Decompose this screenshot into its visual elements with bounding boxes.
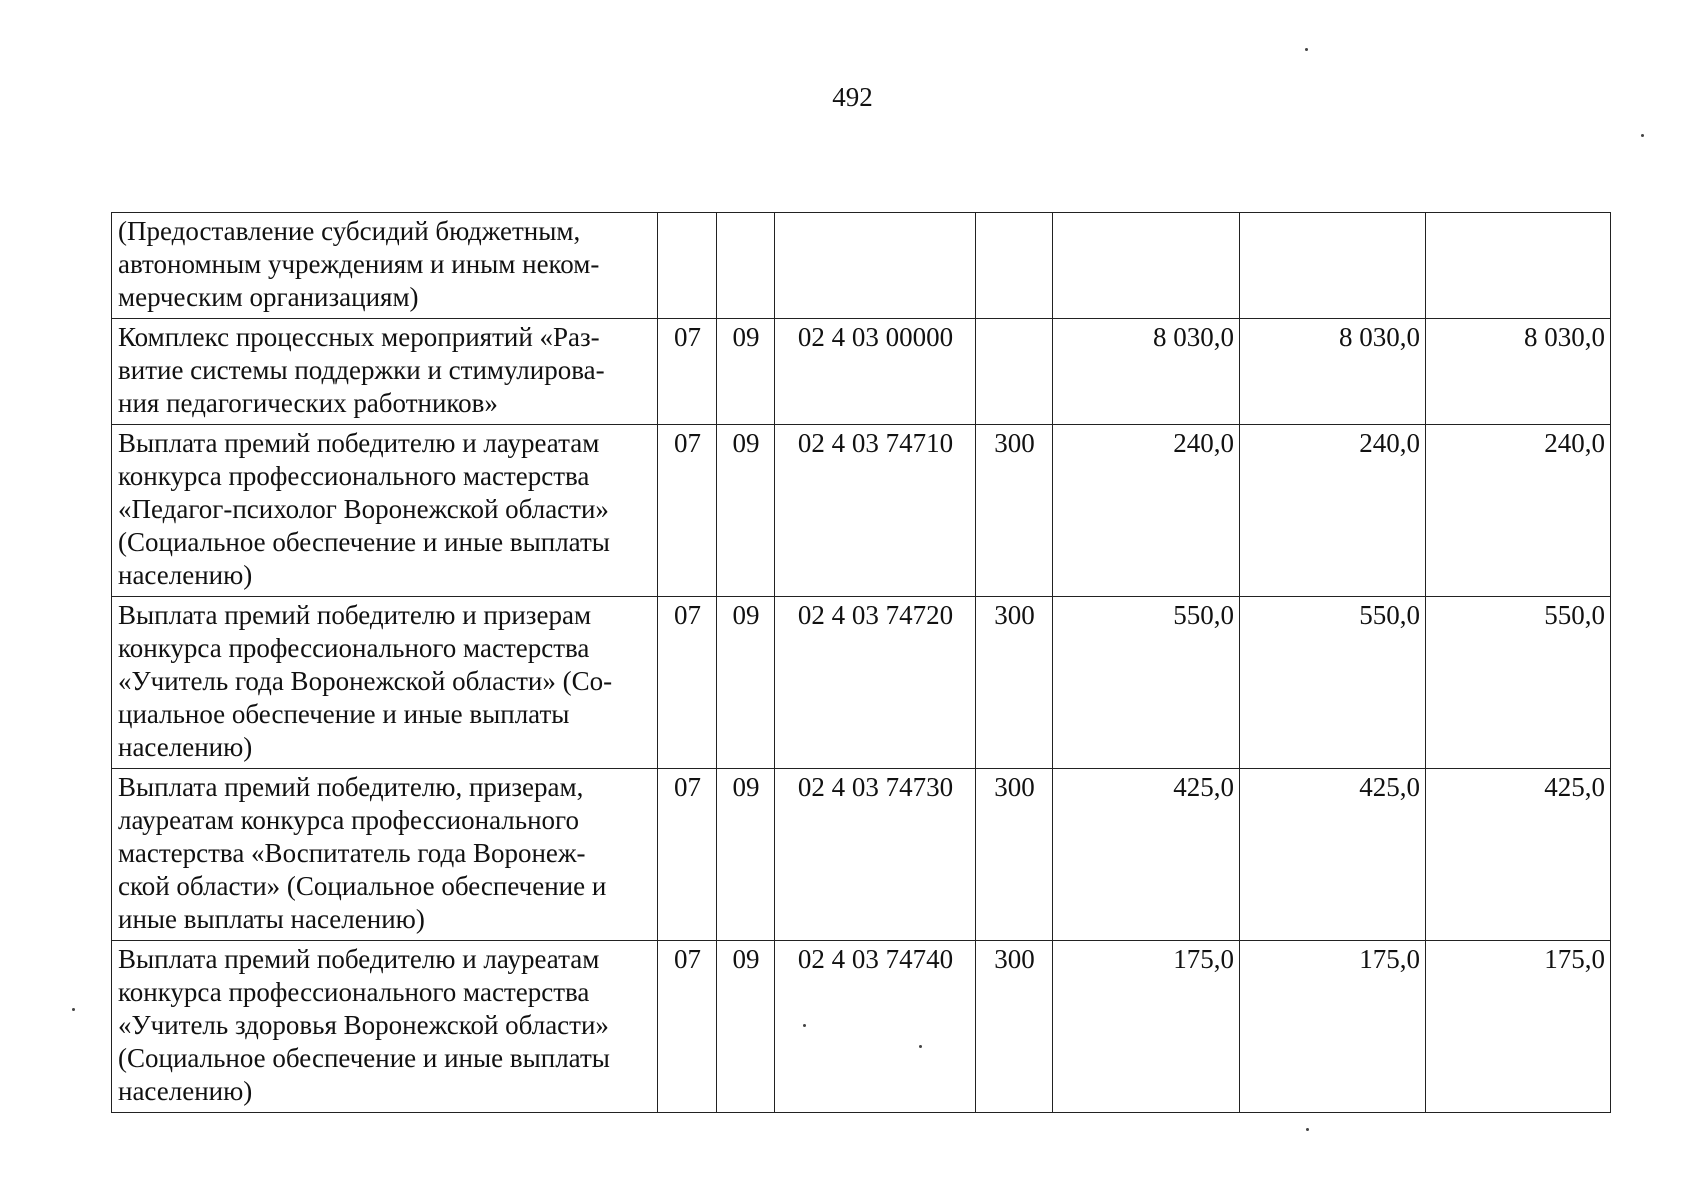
- expense-type-cell: 300: [976, 425, 1053, 597]
- description-line: витие системы поддержки и стимулирова-: [118, 355, 605, 385]
- description-line: конкурса профессионального мастерства: [118, 633, 590, 663]
- scan-speck: [1305, 48, 1308, 51]
- amount-year-2-cell: 425,0: [1240, 769, 1426, 941]
- amount-year-2-cell: [1240, 213, 1426, 319]
- target-article-cell: 02 4 03 74710: [775, 425, 976, 597]
- description-line: Выплата премий победителю и лауреатам: [118, 944, 600, 974]
- description-line: населению): [118, 732, 253, 762]
- description-line: «Учитель здоровья Воронежской области»: [118, 1010, 609, 1040]
- target-article-cell: [775, 213, 976, 319]
- row-description: [112, 213, 658, 319]
- expense-type-cell: 300: [976, 941, 1053, 1113]
- amount-year-1-cell: 175,0: [1053, 941, 1240, 1113]
- table-row: [112, 769, 1611, 941]
- description-line: населению): [118, 560, 253, 590]
- description-line: «Учитель года Воронежской области» (Со-: [118, 666, 613, 696]
- description-line: ния педагогических работников»: [118, 388, 498, 418]
- description-line: мерческим организациям): [118, 282, 419, 312]
- row-description: [112, 425, 658, 597]
- budget-table: [111, 212, 1611, 1113]
- amount-year-1-cell: [1053, 213, 1240, 319]
- description-line: автономным учреждениям и иным неком-: [118, 249, 600, 279]
- subsection-code-cell: 09: [717, 425, 775, 597]
- description-line: Комплекс процессных мероприятий «Раз-: [118, 322, 600, 352]
- description-line: циальное обеспечение и иные выплаты: [118, 699, 570, 729]
- description-line: иные выплаты населению): [118, 904, 425, 934]
- description-line: конкурса профессионального мастерства: [118, 461, 590, 491]
- scan-speck: [803, 1024, 806, 1027]
- description-line: Выплата премий победителю и призерам: [118, 600, 592, 630]
- row-description: [112, 319, 658, 425]
- expense-type-cell: 300: [976, 597, 1053, 769]
- budget-table-body: [112, 213, 1611, 1113]
- section-code-cell: 07: [658, 425, 717, 597]
- table-row: [112, 213, 1611, 319]
- target-article-cell: 02 4 03 00000: [775, 319, 976, 425]
- subsection-code-cell: [717, 213, 775, 319]
- subsection-code-cell: 09: [717, 941, 775, 1113]
- amount-year-3-cell: 175,0: [1426, 941, 1611, 1113]
- scan-speck: [1641, 134, 1644, 137]
- description-line: (Социальное обеспечение и иные выплаты: [118, 527, 610, 557]
- table-row: [112, 597, 1611, 769]
- section-code-cell: 07: [658, 769, 717, 941]
- page-number: 492: [832, 82, 873, 112]
- section-code-cell: 07: [658, 941, 717, 1113]
- table-row: [112, 425, 1611, 597]
- section-code-cell: 07: [658, 319, 717, 425]
- section-code-cell: [658, 213, 717, 319]
- expense-type-cell: [976, 213, 1053, 319]
- scan-speck: [1306, 1128, 1309, 1131]
- subsection-code-cell: 09: [717, 319, 775, 425]
- expense-type-cell: 300: [976, 769, 1053, 941]
- description-line: конкурса профессионального мастерства: [118, 977, 590, 1007]
- row-description: [112, 769, 658, 941]
- description-line: (Предоставление субсидий бюджетным,: [118, 216, 581, 246]
- subsection-code-cell: 09: [717, 769, 775, 941]
- table-row: [112, 941, 1611, 1113]
- amount-year-3-cell: 550,0: [1426, 597, 1611, 769]
- description-line: мастерства «Воспитатель года Воронеж-: [118, 838, 586, 868]
- description-line: ской области» (Социальное обеспечение и: [118, 871, 607, 901]
- amount-year-2-cell: 8 030,0: [1240, 319, 1426, 425]
- subsection-code-cell: 09: [717, 597, 775, 769]
- scan-speck: [919, 1045, 922, 1048]
- table-row: [112, 319, 1611, 425]
- target-article-cell: 02 4 03 74720: [775, 597, 976, 769]
- amount-year-2-cell: 550,0: [1240, 597, 1426, 769]
- amount-year-1-cell: 240,0: [1053, 425, 1240, 597]
- amount-year-1-cell: 8 030,0: [1053, 319, 1240, 425]
- description-line: населению): [118, 1076, 253, 1106]
- amount-year-1-cell: 425,0: [1053, 769, 1240, 941]
- amount-year-3-cell: 8 030,0: [1426, 319, 1611, 425]
- expense-type-cell: [976, 319, 1053, 425]
- target-article-cell: 02 4 03 74740: [775, 941, 976, 1113]
- amount-year-2-cell: 175,0: [1240, 941, 1426, 1113]
- section-code-cell: 07: [658, 597, 717, 769]
- scan-speck: [72, 1008, 75, 1011]
- amount-year-3-cell: [1426, 213, 1611, 319]
- description-line: Выплата премий победителю и лауреатам: [118, 428, 600, 458]
- target-article-cell: 02 4 03 74730: [775, 769, 976, 941]
- amount-year-2-cell: 240,0: [1240, 425, 1426, 597]
- row-description: [112, 597, 658, 769]
- row-description: [112, 941, 658, 1113]
- description-line: «Педагог-психолог Воронежской области»: [118, 494, 609, 524]
- amount-year-1-cell: 550,0: [1053, 597, 1240, 769]
- amount-year-3-cell: 240,0: [1426, 425, 1611, 597]
- amount-year-3-cell: 425,0: [1426, 769, 1611, 941]
- description-line: лауреатам конкурса профессионального: [118, 805, 579, 835]
- description-line: Выплата премий победителю, призерам,: [118, 772, 584, 802]
- description-line: (Социальное обеспечение и иные выплаты: [118, 1043, 610, 1073]
